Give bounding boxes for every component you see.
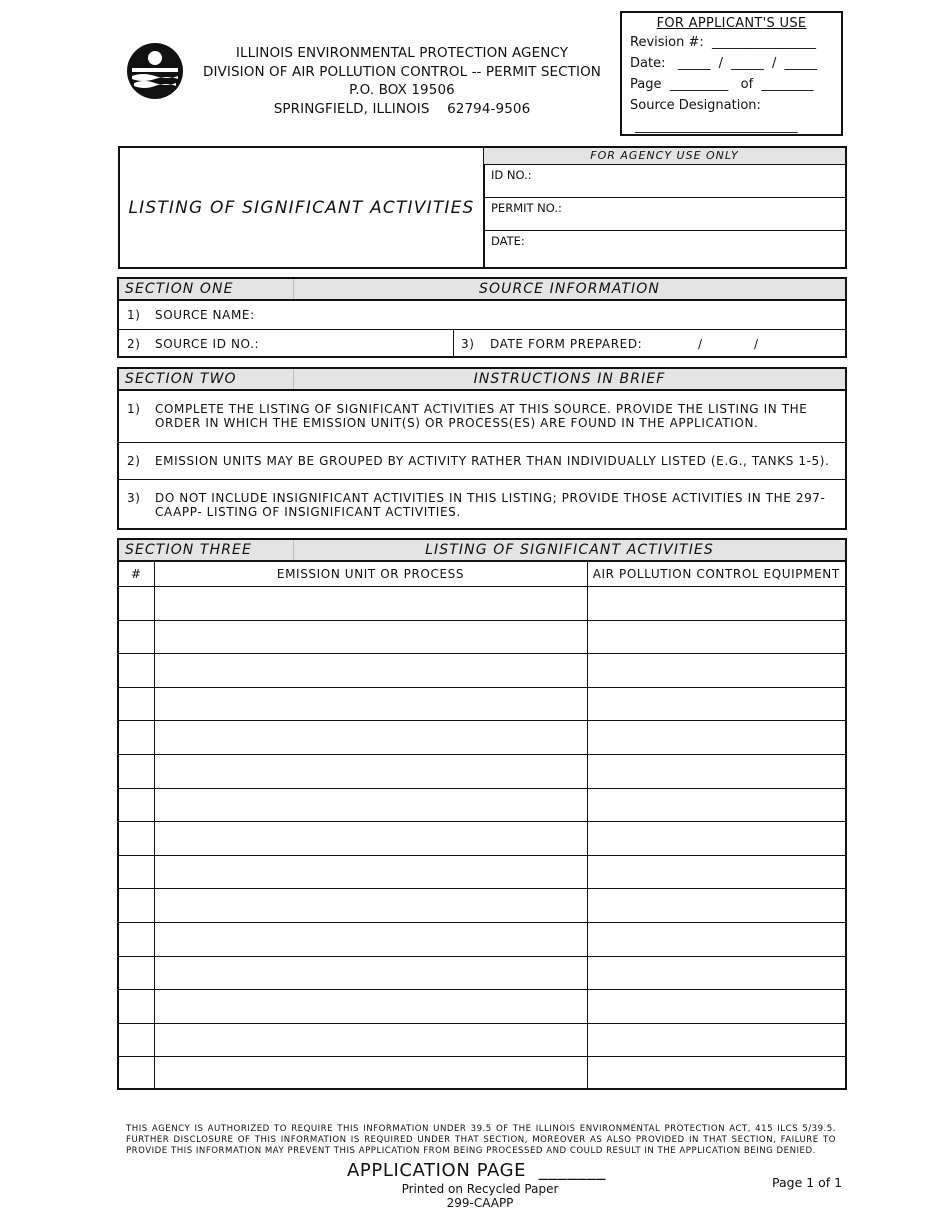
applicant-use-box xyxy=(620,11,843,136)
table-row xyxy=(119,1057,845,1090)
control-equipment-cell[interactable] xyxy=(587,956,845,990)
table-row xyxy=(119,1023,845,1057)
control-equipment-cell[interactable] xyxy=(587,855,845,889)
source-designation-label: Source Designation: xyxy=(630,98,761,113)
row-number-cell[interactable] xyxy=(119,620,154,654)
agency-line: ILLINOIS ENVIRONMENTAL PROTECTION AGENCY xyxy=(235,45,569,61)
section-title: INSTRUCTIONS IN BRIEF xyxy=(473,371,666,387)
table-row xyxy=(119,654,845,688)
illinois-epa-seal-icon xyxy=(126,42,184,100)
source-id-field[interactable] xyxy=(119,330,454,358)
section-header xyxy=(119,540,845,562)
agency-use-panel xyxy=(484,148,845,267)
section-three xyxy=(117,538,847,1090)
emission-unit-cell[interactable] xyxy=(154,587,587,621)
section-header xyxy=(119,279,845,301)
control-equipment-cell[interactable] xyxy=(587,788,845,822)
emission-unit-cell[interactable] xyxy=(154,654,587,688)
instruction-item xyxy=(119,480,845,530)
source-name-label: SOURCE NAME: xyxy=(155,308,255,322)
table-row xyxy=(119,922,845,956)
column-header: # xyxy=(119,562,154,587)
item-number: 3) xyxy=(127,491,141,505)
control-equipment-cell[interactable] xyxy=(587,922,845,956)
permit-no-field[interactable] xyxy=(484,198,845,231)
source-designation-field[interactable]: _________________________ xyxy=(635,119,798,134)
form-number: 299-CAAPP xyxy=(446,1196,514,1210)
activities-table xyxy=(119,562,845,1090)
agency-date-label: DATE: xyxy=(491,234,525,248)
table-row xyxy=(119,587,845,621)
control-equipment-cell[interactable] xyxy=(587,822,845,856)
row-number-cell[interactable] xyxy=(119,721,154,755)
emission-unit-cell[interactable] xyxy=(154,620,587,654)
table-row xyxy=(119,990,845,1024)
row-number-cell[interactable] xyxy=(119,822,154,856)
section-title: SOURCE INFORMATION xyxy=(479,281,660,297)
source-id-label: SOURCE ID NO.: xyxy=(155,337,260,351)
section-two xyxy=(117,367,847,530)
table-row xyxy=(119,687,845,721)
item-number: 2) xyxy=(127,337,141,351)
instruction-item xyxy=(119,443,845,480)
table-row xyxy=(119,788,845,822)
item-number: 1) xyxy=(127,308,141,322)
source-name-row[interactable] xyxy=(119,301,845,330)
agency-date-field[interactable] xyxy=(484,231,845,265)
row-number-cell[interactable] xyxy=(119,654,154,688)
emission-unit-cell[interactable] xyxy=(154,687,587,721)
emission-unit-cell[interactable] xyxy=(154,990,587,1024)
row-number-cell[interactable] xyxy=(119,922,154,956)
control-equipment-cell[interactable] xyxy=(587,654,845,688)
section-header xyxy=(119,369,845,391)
date-separator: / xyxy=(698,337,703,351)
date-field[interactable]: Date: _____ / _____ / _____ xyxy=(630,56,818,71)
date-separator: / xyxy=(754,337,759,351)
row-number-cell[interactable] xyxy=(119,754,154,788)
activity-rows xyxy=(119,587,845,1090)
row-number-cell[interactable] xyxy=(119,990,154,1024)
item-number: 1) xyxy=(127,402,141,416)
section-label: SECTION THREE xyxy=(119,540,294,560)
row-number-cell[interactable] xyxy=(119,1057,154,1090)
table-row xyxy=(119,822,845,856)
agency-header xyxy=(190,44,614,118)
instruction-item xyxy=(119,391,845,443)
control-equipment-cell[interactable] xyxy=(587,990,845,1024)
table-row xyxy=(119,721,845,755)
agency-line: P.O. BOX 19506 xyxy=(349,82,455,98)
agency-line: SPRINGFIELD, ILLINOIS 62794-9506 xyxy=(273,100,531,117)
control-equipment-cell[interactable] xyxy=(587,587,845,621)
row-number-cell[interactable] xyxy=(119,788,154,822)
item-number: 3) xyxy=(461,337,475,351)
id-no-label: ID NO.: xyxy=(491,168,532,182)
column-header: EMISSION UNIT OR PROCESS xyxy=(154,562,587,587)
form-title: LISTING OF SIGNIFICANT ACTIVITIES xyxy=(120,148,485,267)
control-equipment-cell[interactable] xyxy=(587,620,845,654)
row-number-cell[interactable] xyxy=(119,956,154,990)
emission-unit-cell[interactable] xyxy=(154,1057,587,1090)
emission-unit-cell[interactable] xyxy=(154,788,587,822)
table-row xyxy=(119,855,845,889)
applicant-use-heading: FOR APPLICANT'S USE xyxy=(656,16,807,31)
emission-unit-cell[interactable] xyxy=(154,754,587,788)
emission-unit-cell[interactable] xyxy=(154,855,587,889)
emission-unit-cell[interactable] xyxy=(154,1023,587,1057)
control-equipment-cell[interactable] xyxy=(587,687,845,721)
row-number-cell[interactable] xyxy=(119,587,154,621)
legal-notice: THIS AGENCY IS AUTHORIZED TO REQUIRE THIS INFORMATION UNDER 39.5 OF THE ILLINOIS ENVIRONMENTAL PROTECTION ACT, 415 ILCS 5/39.5. FURTHER DISCLOSURE OF THIS INFORMATION IS REQUIRED UNDER THAT SECTION, MOREOVER AS ALSO PROVIDED IN THAT SECTION, FAILURE TO PROVIDE THIS INFORMATION MAY PREVENT THIS APPLICATION FROM BEING PROCESSED AND COULD RESULT IN THE APPLICATION BEING DENIED. xyxy=(126,1124,836,1156)
section-label: SECTION TWO xyxy=(119,369,294,389)
table-row xyxy=(119,889,845,923)
title-block xyxy=(118,146,847,269)
date-prepared-label: DATE FORM PREPARED: xyxy=(490,337,643,351)
emission-unit-cell[interactable] xyxy=(154,889,587,923)
emission-unit-cell[interactable] xyxy=(154,922,587,956)
row-number-cell[interactable] xyxy=(119,687,154,721)
date-prepared-field[interactable] xyxy=(454,330,845,358)
source-id-row xyxy=(119,330,845,358)
agency-use-heading: FOR AGENCY USE ONLY xyxy=(484,148,845,165)
control-equipment-cell[interactable] xyxy=(587,889,845,923)
control-equipment-cell[interactable] xyxy=(587,1057,845,1090)
instruction-text: EMISSION UNITS MAY BE GROUPED BY ACTIVITY RATHER THAN INDIVIDUALLY LISTED (E.G., TANKS 1-5). xyxy=(155,454,830,468)
id-no-field[interactable] xyxy=(484,165,845,198)
agency-line: DIVISION OF AIR POLLUTION CONTROL -- PERMIT SECTION xyxy=(202,63,602,80)
emission-unit-cell[interactable] xyxy=(154,956,587,990)
section-one xyxy=(117,277,847,358)
control-equipment-cell[interactable] xyxy=(587,721,845,755)
emission-unit-cell[interactable] xyxy=(154,822,587,856)
revision-field[interactable]: Revision #: ________________ xyxy=(630,35,816,50)
row-number-cell[interactable] xyxy=(119,1023,154,1057)
item-number: 2) xyxy=(127,454,141,468)
page-field[interactable]: Page _________ of ________ xyxy=(630,77,814,92)
row-number-cell[interactable] xyxy=(119,855,154,889)
instruction-text: COMPLETE THE LISTING OF SIGNIFICANT ACTIVITIES AT THIS SOURCE. PROVIDE THE LISTING IN THE ORDER IN WHICH THE EMISSION UNIT(S) OR PROCESS(ES) ARE FOUND IN THE APPLICATION. xyxy=(155,402,808,430)
page-number: Page 1 of 1 xyxy=(772,1175,843,1190)
table-row xyxy=(119,754,845,788)
column-header: AIR POLLUTION CONTROL EQUIPMENT xyxy=(587,562,845,587)
emission-unit-cell[interactable] xyxy=(154,721,587,755)
permit-no-label: PERMIT NO.: xyxy=(491,201,562,215)
control-equipment-cell[interactable] xyxy=(587,754,845,788)
control-equipment-cell[interactable] xyxy=(587,1023,845,1057)
application-page-field[interactable]: APPLICATION PAGE _______ xyxy=(347,1160,606,1181)
section-label: SECTION ONE xyxy=(119,279,294,299)
table-row xyxy=(119,956,845,990)
section-title: LISTING OF SIGNIFICANT ACTIVITIES xyxy=(425,542,714,558)
row-number-cell[interactable] xyxy=(119,889,154,923)
instruction-text: DO NOT INCLUDE INSIGNIFICANT ACTIVITIES IN THIS LISTING; PROVIDE THOSE ACTIVITIES IN THE 297-CAAPP- LISTING OF INSIGNIFICANT ACTIVITIES. xyxy=(155,491,826,519)
recycled-paper-note: Printed on Recycled Paper xyxy=(401,1182,559,1196)
table-row xyxy=(119,620,845,654)
